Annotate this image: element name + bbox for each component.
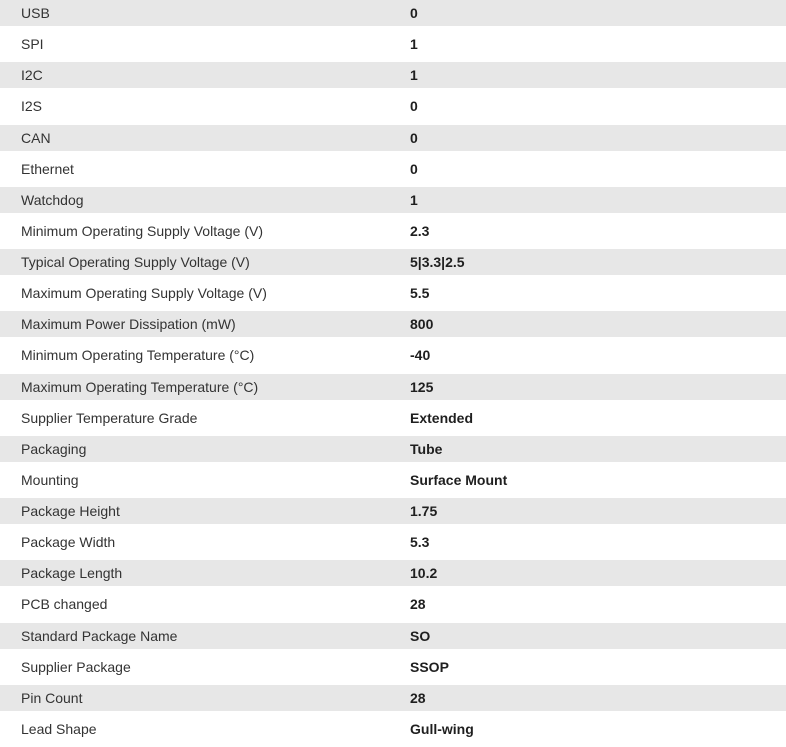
table-row (0, 311, 786, 342)
table-row (0, 156, 786, 187)
spec-label: Standard Package Name (21, 627, 178, 644)
spec-value: Gull-wing (410, 720, 474, 737)
spec-value: SSOP (410, 658, 449, 675)
spec-label: Package Width (21, 534, 116, 551)
spec-value: 1 (410, 67, 418, 84)
table-row (0, 0, 786, 31)
spec-value: -40 (410, 347, 431, 364)
spec-value: Surface Mount (410, 471, 508, 488)
spec-value: 0 (410, 129, 418, 146)
table-row (0, 187, 786, 218)
spec-value: 5|3.3|2.5 (410, 254, 465, 271)
table-row (0, 125, 786, 156)
spec-label: Packaging (21, 440, 87, 457)
spec-value: Extended (410, 409, 474, 426)
table-row (0, 467, 786, 498)
table-row (0, 62, 786, 93)
table-row (0, 560, 786, 591)
spec-label: Watchdog (21, 191, 84, 208)
spec-label: Minimum Operating Supply Voltage (V) (21, 222, 263, 239)
spec-label: Package Length (21, 565, 123, 582)
spec-label: USB (21, 5, 50, 22)
spec-value: SO (410, 627, 431, 644)
table-row (0, 716, 786, 747)
spec-label: Maximum Operating Supply Voltage (V) (21, 285, 267, 302)
table-row (0, 529, 786, 560)
table-row (0, 31, 786, 62)
table-row (0, 654, 786, 685)
spec-value: 1.75 (410, 503, 438, 520)
spec-label: Lead Shape (21, 720, 97, 737)
table-row (0, 342, 786, 373)
spec-label: CAN (21, 129, 51, 146)
spec-value: 800 (410, 316, 434, 333)
spec-label: PCB changed (21, 596, 108, 613)
spec-label: Minimum Operating Temperature (°C) (21, 347, 255, 364)
spec-value: 0 (410, 160, 418, 177)
table-row (0, 498, 786, 529)
spec-value: 125 (410, 378, 434, 395)
spec-label: Typical Operating Supply Voltage (V) (21, 254, 250, 271)
table-row (0, 249, 786, 280)
table-row (0, 405, 786, 436)
spec-value: 5.3 (410, 534, 430, 551)
table-row (0, 280, 786, 311)
table-row (0, 436, 786, 467)
spec-label: Maximum Operating Temperature (°C) (21, 378, 259, 395)
table-row (0, 623, 786, 654)
spec-label: Mounting (21, 471, 79, 488)
table-row (0, 374, 786, 405)
spec-label: Supplier Temperature Grade (21, 409, 198, 426)
spec-value: 10.2 (410, 565, 438, 582)
spec-value: 5.5 (410, 285, 430, 302)
spec-value: 2.3 (410, 222, 430, 239)
table-row (0, 685, 786, 716)
spec-label: Ethernet (21, 160, 74, 177)
spec-value: 1 (410, 36, 418, 53)
table-row (0, 591, 786, 622)
spec-label: Supplier Package (21, 658, 131, 675)
spec-value: 0 (410, 98, 418, 115)
spec-label: Maximum Power Dissipation (mW) (21, 316, 236, 333)
spec-label: SPI (21, 36, 44, 53)
spec-label: Package Height (21, 503, 120, 520)
spec-value: 0 (410, 5, 418, 22)
spec-value: 28 (410, 596, 426, 613)
spec-label: I2C (21, 67, 43, 84)
spec-value: 28 (410, 689, 426, 706)
table-row (0, 93, 786, 124)
spec-value: Tube (410, 440, 443, 457)
table-row (0, 218, 786, 249)
spec-label: I2S (21, 98, 43, 115)
spec-label: Pin Count (21, 689, 83, 706)
spec-value: 1 (410, 191, 418, 208)
